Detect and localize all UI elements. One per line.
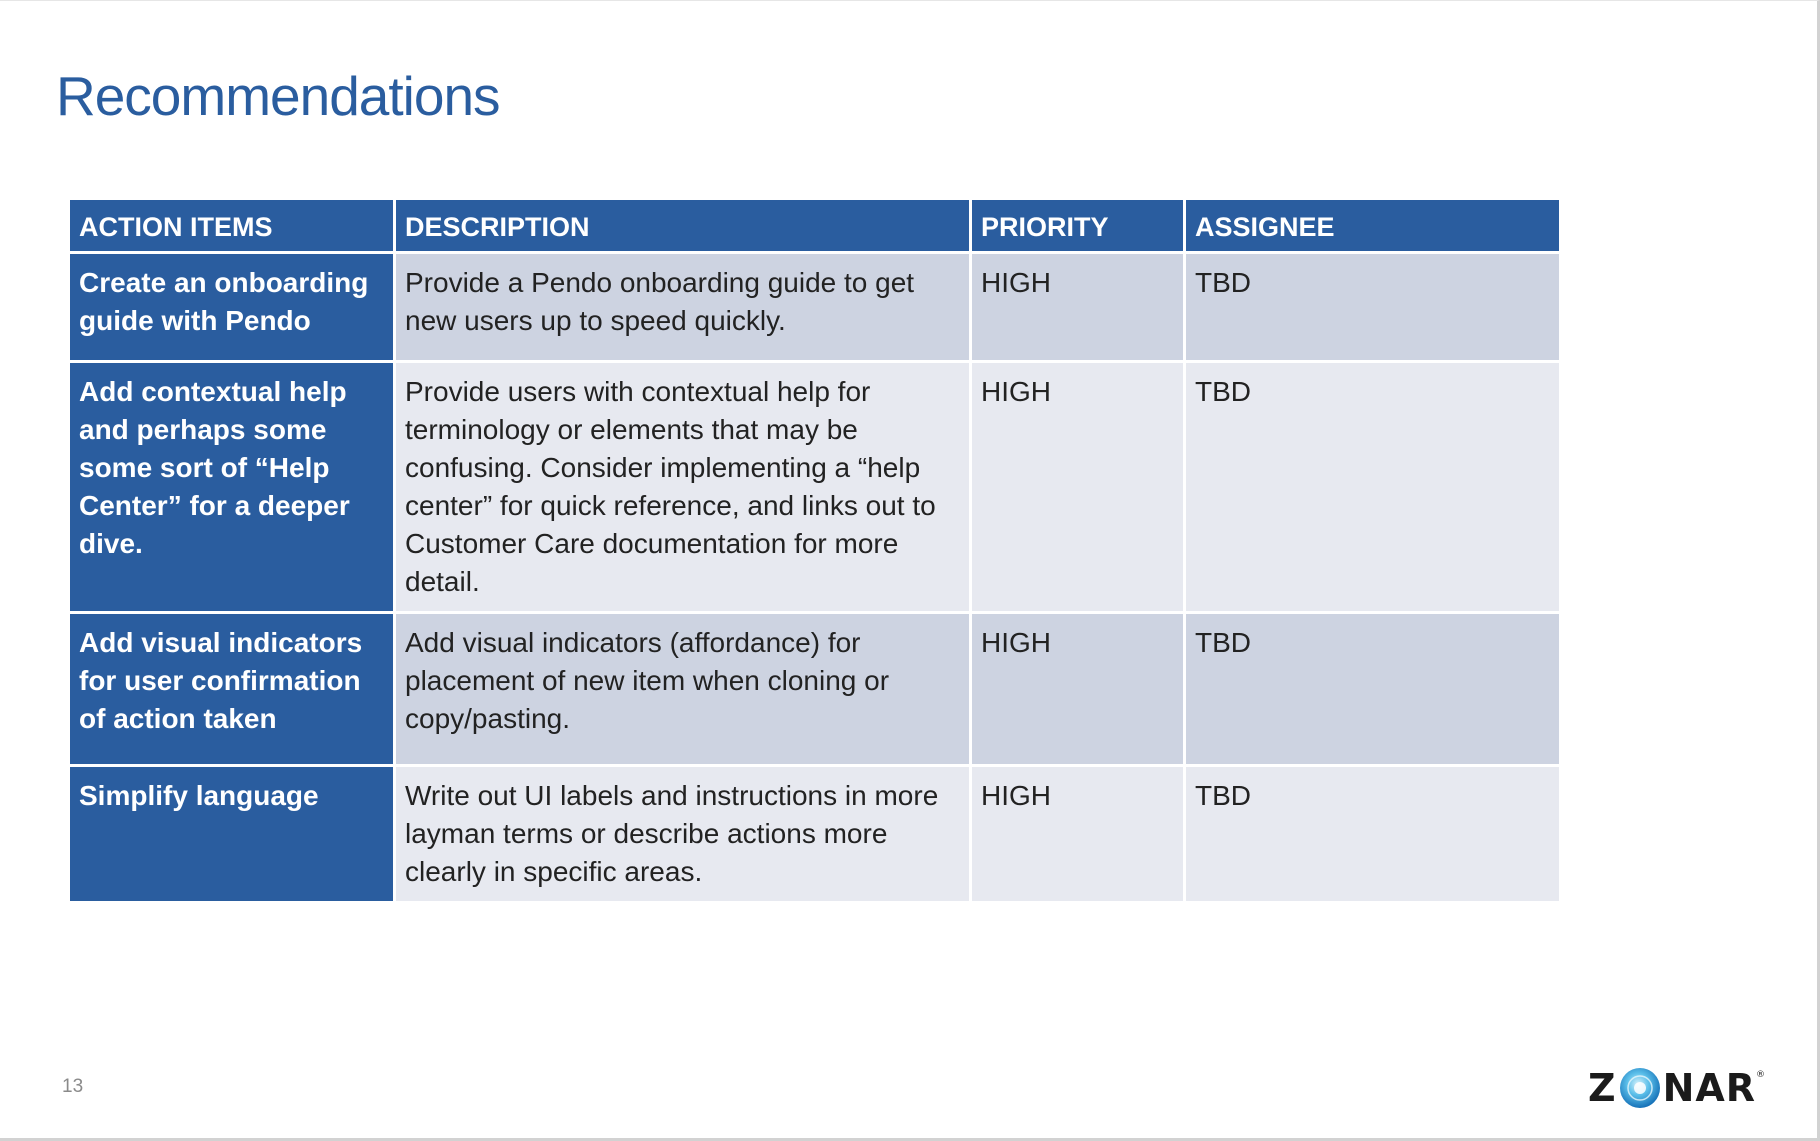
priority-cell: HIGH [971,253,1185,362]
action-item-cell: Simplify language [69,766,395,903]
priority-cell: HIGH [971,766,1185,903]
action-item-cell: Add contextual help and perhaps some some sort of “Help Center” for a deeper dive. [69,362,395,613]
assignee-cell: TBD [1185,766,1561,903]
recommendations-table [67,197,1562,904]
description-cell: Provide a Pendo onboarding guide to get new users up to speed quickly. [395,253,971,362]
priority-cell: HIGH [971,362,1185,613]
description-cell: Provide users with contextual help for terminology or elements that may be confusing. Consider implementing a “help center” for quick reference, and links out to Customer Care documentation for more detail. [395,362,971,613]
header-priority: PRIORITY [971,199,1185,253]
table-row [69,362,1561,613]
table-row [69,613,1561,766]
logo-prefix: Z [1588,1066,1617,1110]
header-description: DESCRIPTION [395,199,971,253]
assignee-cell: TBD [1185,613,1561,766]
table-header-row [69,199,1561,253]
description-cell: Add visual indicators (affordance) for placement of new item when cloning or copy/pasting. [395,613,971,766]
assignee-cell: TBD [1185,362,1561,613]
page-number: 13 [62,1076,84,1097]
header-assignee: ASSIGNEE [1185,199,1561,253]
table-row [69,766,1561,903]
assignee-cell: TBD [1185,253,1561,362]
priority-cell: HIGH [971,613,1185,766]
logo-registered-mark: ® [1756,1070,1767,1080]
page-title: Recommendations [56,65,500,127]
action-item-cell: Create an onboarding guide with Pendo [69,253,395,362]
header-action-items: ACTION ITEMS [69,199,395,253]
description-cell: Write out UI labels and instructions in more layman terms or describe actions more clearly in specific areas. [395,766,971,903]
action-item-cell: Add visual indicators for user confirmation of action taken [69,613,395,766]
zonar-logo [1588,1066,1766,1110]
zonar-o-globe-icon [1618,1066,1662,1110]
logo-suffix: NAR [1662,1066,1757,1110]
table-row [69,253,1561,362]
